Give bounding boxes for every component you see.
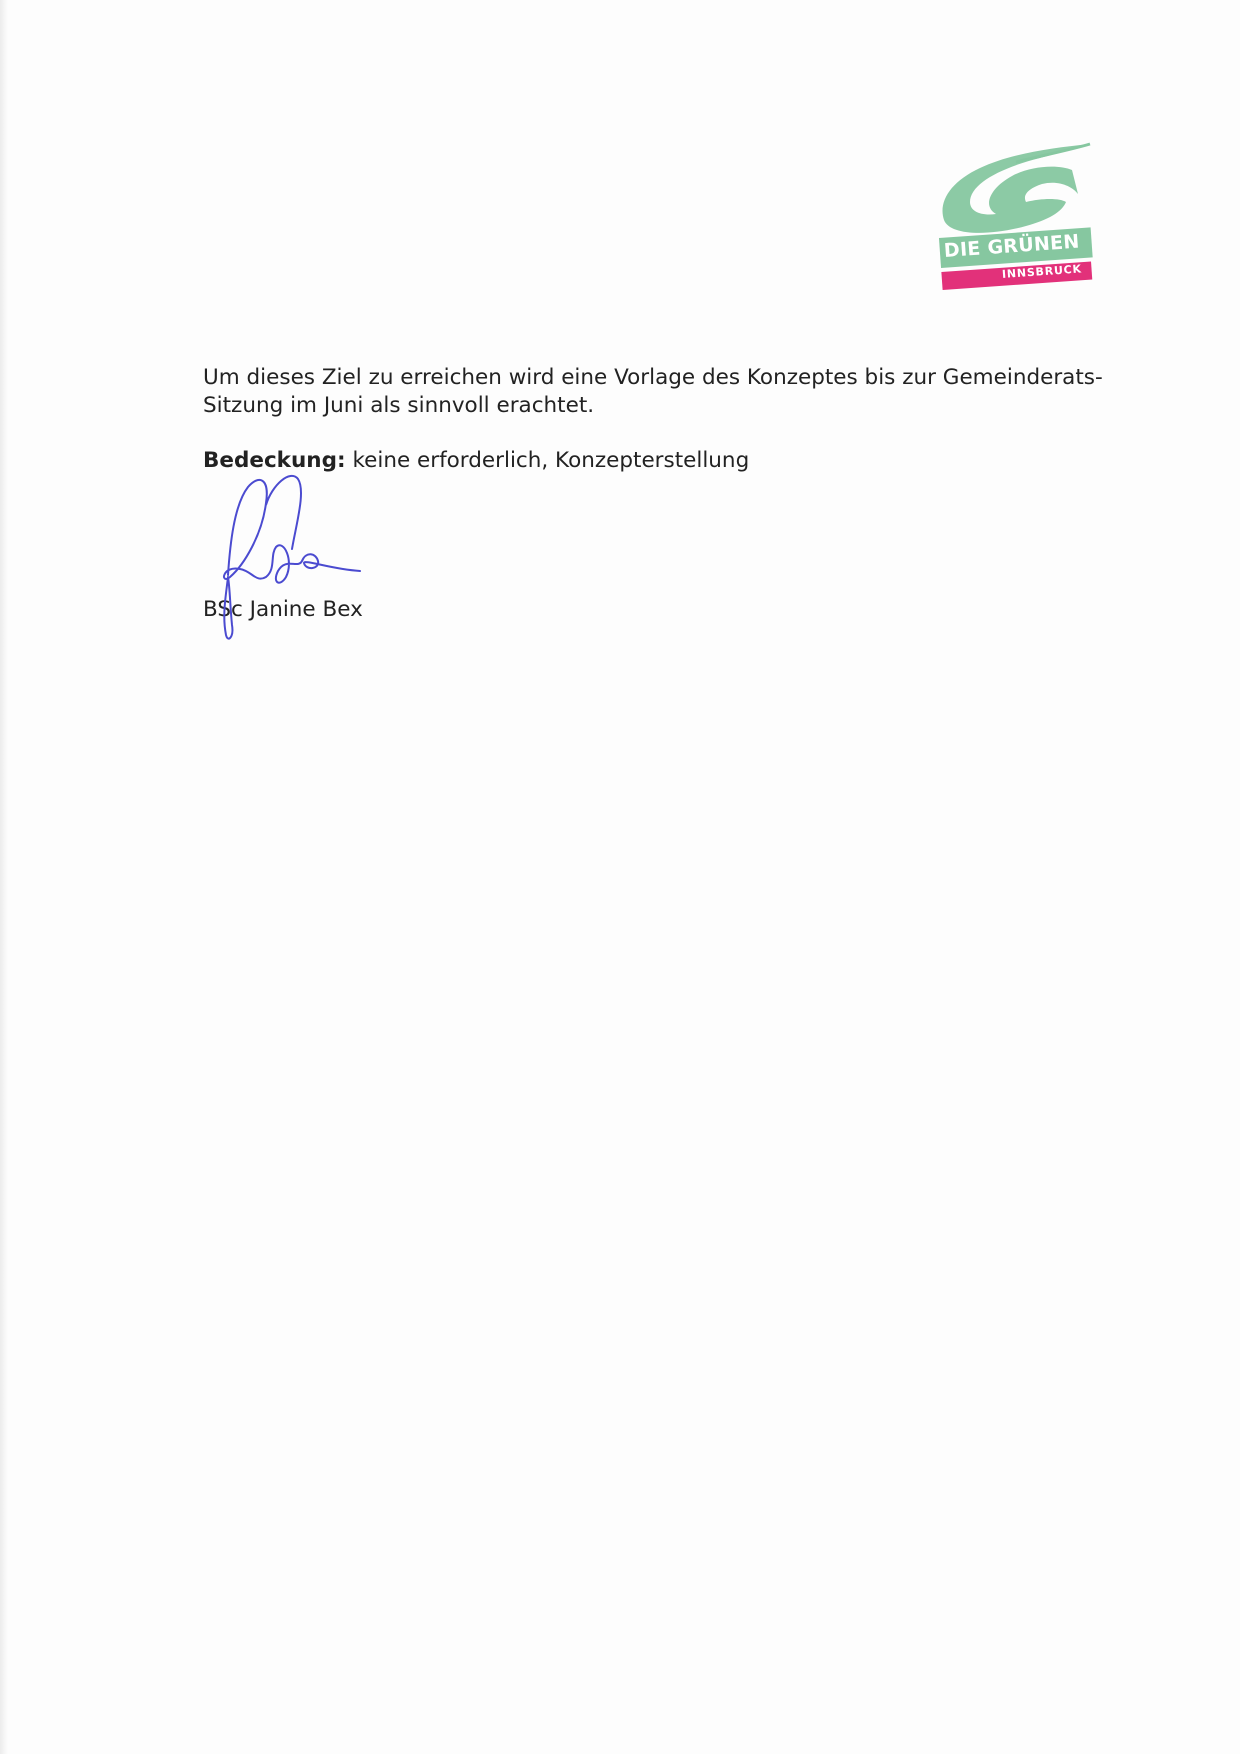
scan-edge-shadow [0,0,8,1754]
coverage-value: keine erforderlich, Konzepterstellung [352,448,750,473]
signer-name: BSc Janine Bex [203,597,363,622]
coverage-label: Bedeckung: [203,448,346,473]
logo-name: DIE GRÜNEN [943,230,1081,262]
logo-city: INNSBRUCK [1001,262,1083,281]
paragraph: Um dieses Ziel zu erreichen wird eine Vorlage des Konzeptes bis zur Gemeinderats-Sitzung im Juni als sinnvoll erachtet. [203,365,1103,418]
handwritten-signature [200,465,410,655]
die-gruenen-innsbruck-logo [930,140,1100,305]
body-text [203,364,1123,420]
coverage-line [203,447,749,475]
